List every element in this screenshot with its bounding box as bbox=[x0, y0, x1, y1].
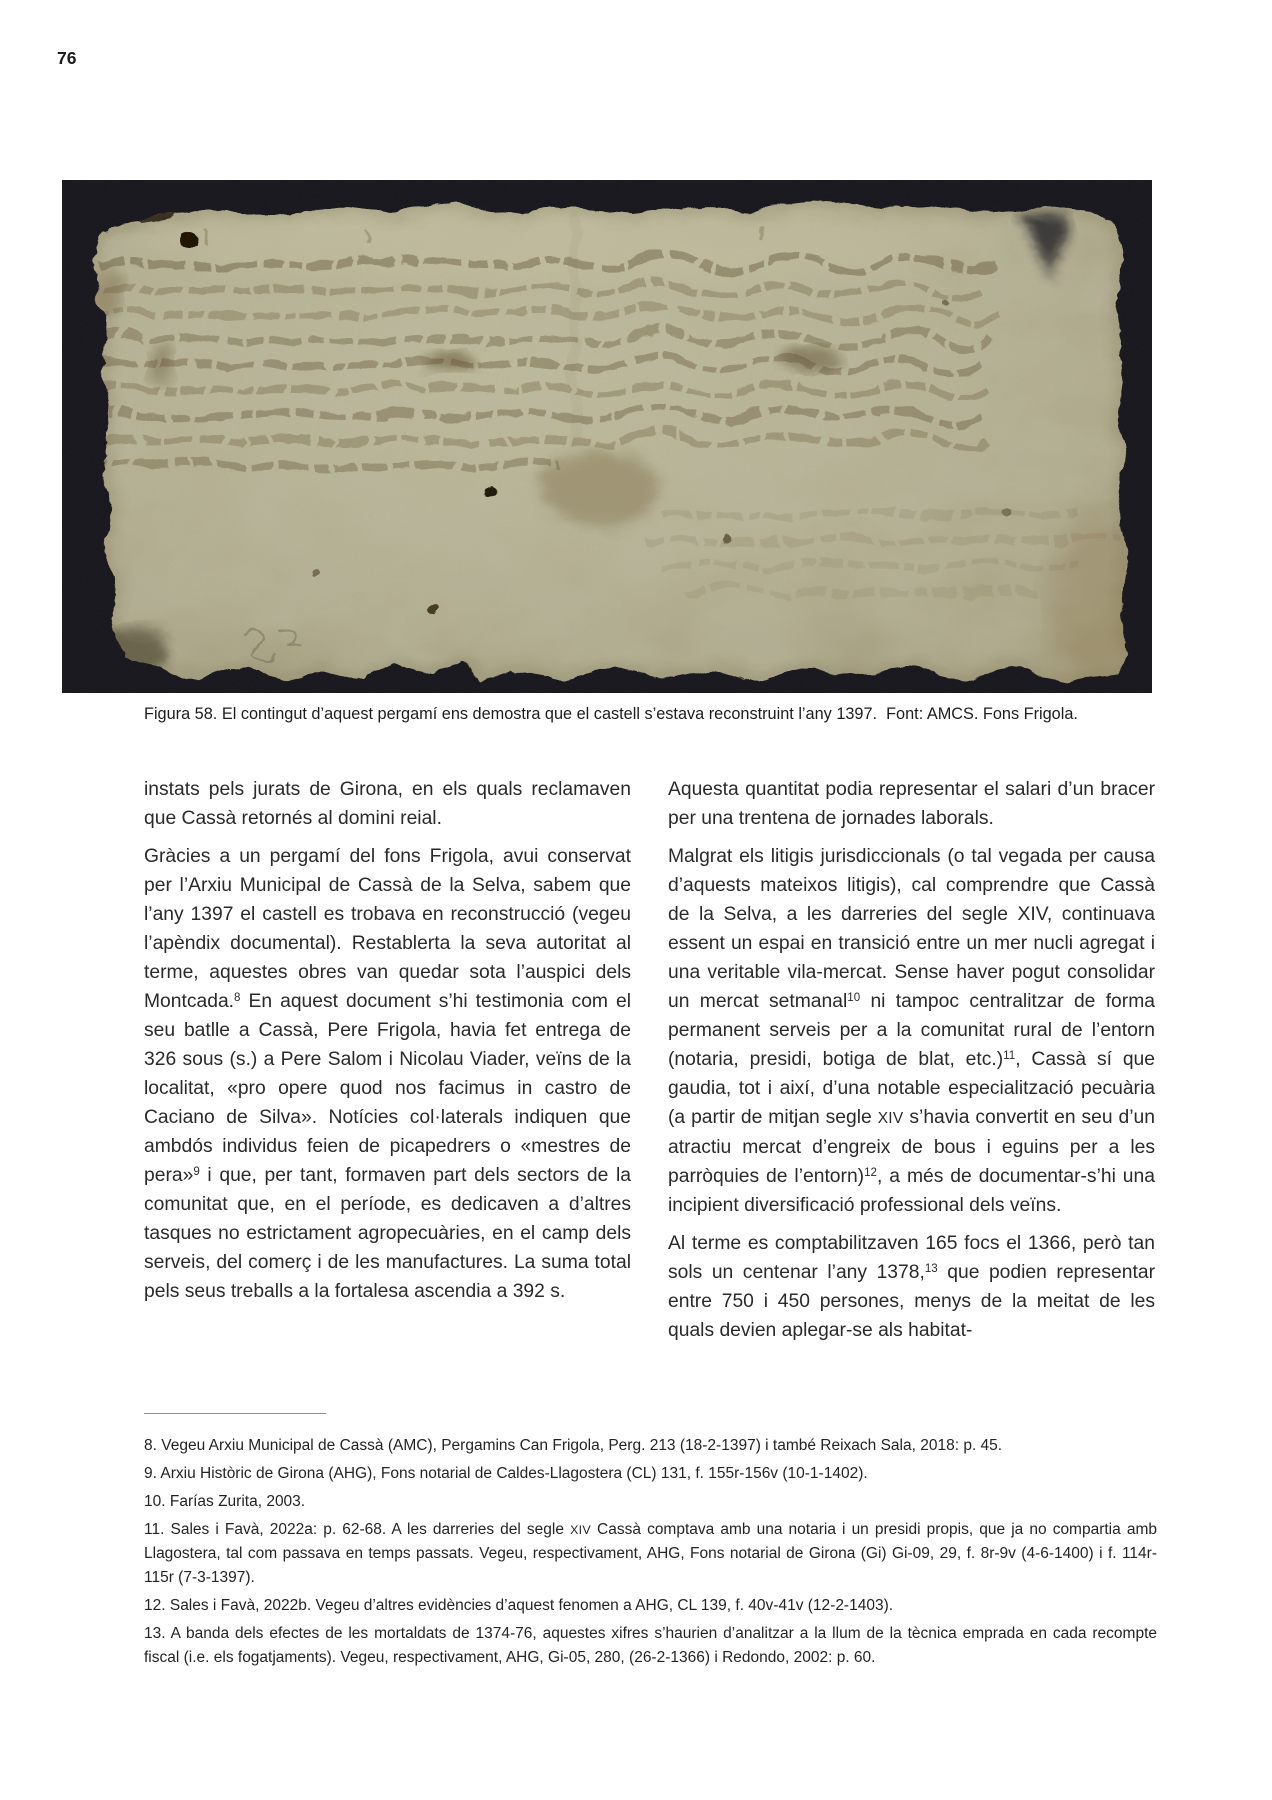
paragraph: 9. Arxiu Històric de Girona (AHG), Fons notarial de Caldes-Llagostera (CL) 131, f. 155r-156v (10-1-1402). bbox=[144, 1465, 868, 1482]
parchment-photo-image bbox=[62, 180, 1152, 693]
body-text bbox=[144, 775, 1156, 1354]
paragraph: 8. Vegeu Arxiu Municipal de Cassà (AMC), Pergamins Can Frigola, Perg. 213 (18-2-1397) i també Reixach Sala, 2018: p. 45. bbox=[144, 1437, 1003, 1454]
paragraph: 10. Farías Zurita, 2003. bbox=[144, 1493, 306, 1510]
paragraph: Malgrat els litigis jurisdiccionals (o tal vegada per causa d’aquests mateixos litigis), cal comprendre que Cassà de la Selva, a les darreries del segle XIV, continuava essent un espai en transició entre un mer nucli agregat i una veritable vila-mercat. Sense haver pogut consolidar un mercat setmanal$^{10}$ ni tampoc centralitzar de forma permanent serveis per a la comunitat rural de l’entorn (notaria, presidi, botiga de blat, etc.)$^{11}$, Cassà sí que gaudia, tot i així, d’una notable especialització pecuària (a partir de mitjan segle XIV s’havia convertit en seu d’un atractiu mercat d’engreix de bous i eguins per a les parròquies de l’entorn)$^{12}$, a més de documentar-s’hi una incipient diversificació professional dels veïns. bbox=[668, 846, 1155, 1216]
figure-caption: Figura 58. El contingut d’aquest pergamí ens demostra que el castell s’estava reconstruint l’any 1397. Font: AMCS. Fons Frigola. bbox=[144, 705, 1078, 723]
paragraph: Gràcies a un pergamí del fons Frigola, avui conservat per l’Arxiu Municipal de Cassà de la Selva, sabem que l’any 1397 el castell es trobava en reconstrucció (vegeu l’apèndix documental). Restablerta la seva autoritat al terme, aquestes obres van quedar sota l’auspici dels Montcada.$^8$ En aquest document s’hi testimonia com el seu batlle a Cassà, Pere Frigola, havia fet entrega de 326 sous (s.) a Pere Salom i Nicolau Viader, veïns de la localitat, «pro opere quod nos facimus in castro de Caciano de Silva». Notícies col·laterals indiquen que ambdós individus feien de picapedrers o «mestres de pera»$^9$ i que, per tant, formaven part dels sectors de la comunitat que, en el període, es dedicaven a d’altres tasques no estrictament agropecuàries, en el camp dels serveis, del comerç i de les manufactures. La suma total pels seus treballs a la fortalesa ascendia a 392 s. bbox=[144, 846, 631, 1302]
footnote-list bbox=[144, 1434, 1157, 1670]
left-column bbox=[144, 775, 631, 1354]
paragraph: 11. Sales i Favà, 2022a: p. 62-68. A les darreries del segle XIV Cassà comptava amb una notaria i un presidi propis, que ja no compartia amb Llagostera, tal com passava en temps passats. Vegeu, respectivament, AHG, Fons notarial de Girona (Gi) Gi-09, 29, f. 8r-9v (4-6-1400) i f. 114r-115r (7-3-1397). bbox=[144, 1521, 1157, 1586]
footnotes-section bbox=[144, 1413, 1157, 1674]
paragraph: 13. A banda dels efectes de les mortaldats de 1374-76, aquestes xifres s’haurien d’analitzar a la llum de la tècnica emprada en cada recompte fiscal (i.e. els fogatjaments). Vegeu, respectivament, AHG, Gi-05, 280, (26-2-1366) i Redondo, 2002: p. 60. bbox=[144, 1625, 1157, 1666]
paragraph: Al terme es comptabilitzaven 165 focs el 1366, però tan sols un centenar l’any 1378,13 que podien representar entre 750 i 450 persones, menys de la meitat de les quals devien aplegar-se als habitat- bbox=[668, 1233, 1155, 1341]
paragraph: instats pels jurats de Girona, en els quals reclamaven que Cassà retornés al domini reial. bbox=[144, 779, 631, 829]
footnote-divider bbox=[144, 1413, 326, 1414]
paragraph: Aquesta quantitat podia representar el salari d’un bracer per una trentena de jornades laborals. bbox=[668, 779, 1155, 829]
figure-58-photo bbox=[62, 180, 1152, 693]
right-column bbox=[668, 775, 1155, 1354]
paragraph: 12. Sales i Favà, 2022b. Vegeu d’altres evidències d’aquest fenomen a AHG, CL 139, f. 40v-41v (12-2-1403). bbox=[144, 1597, 894, 1614]
page-number: 76 bbox=[57, 48, 77, 68]
